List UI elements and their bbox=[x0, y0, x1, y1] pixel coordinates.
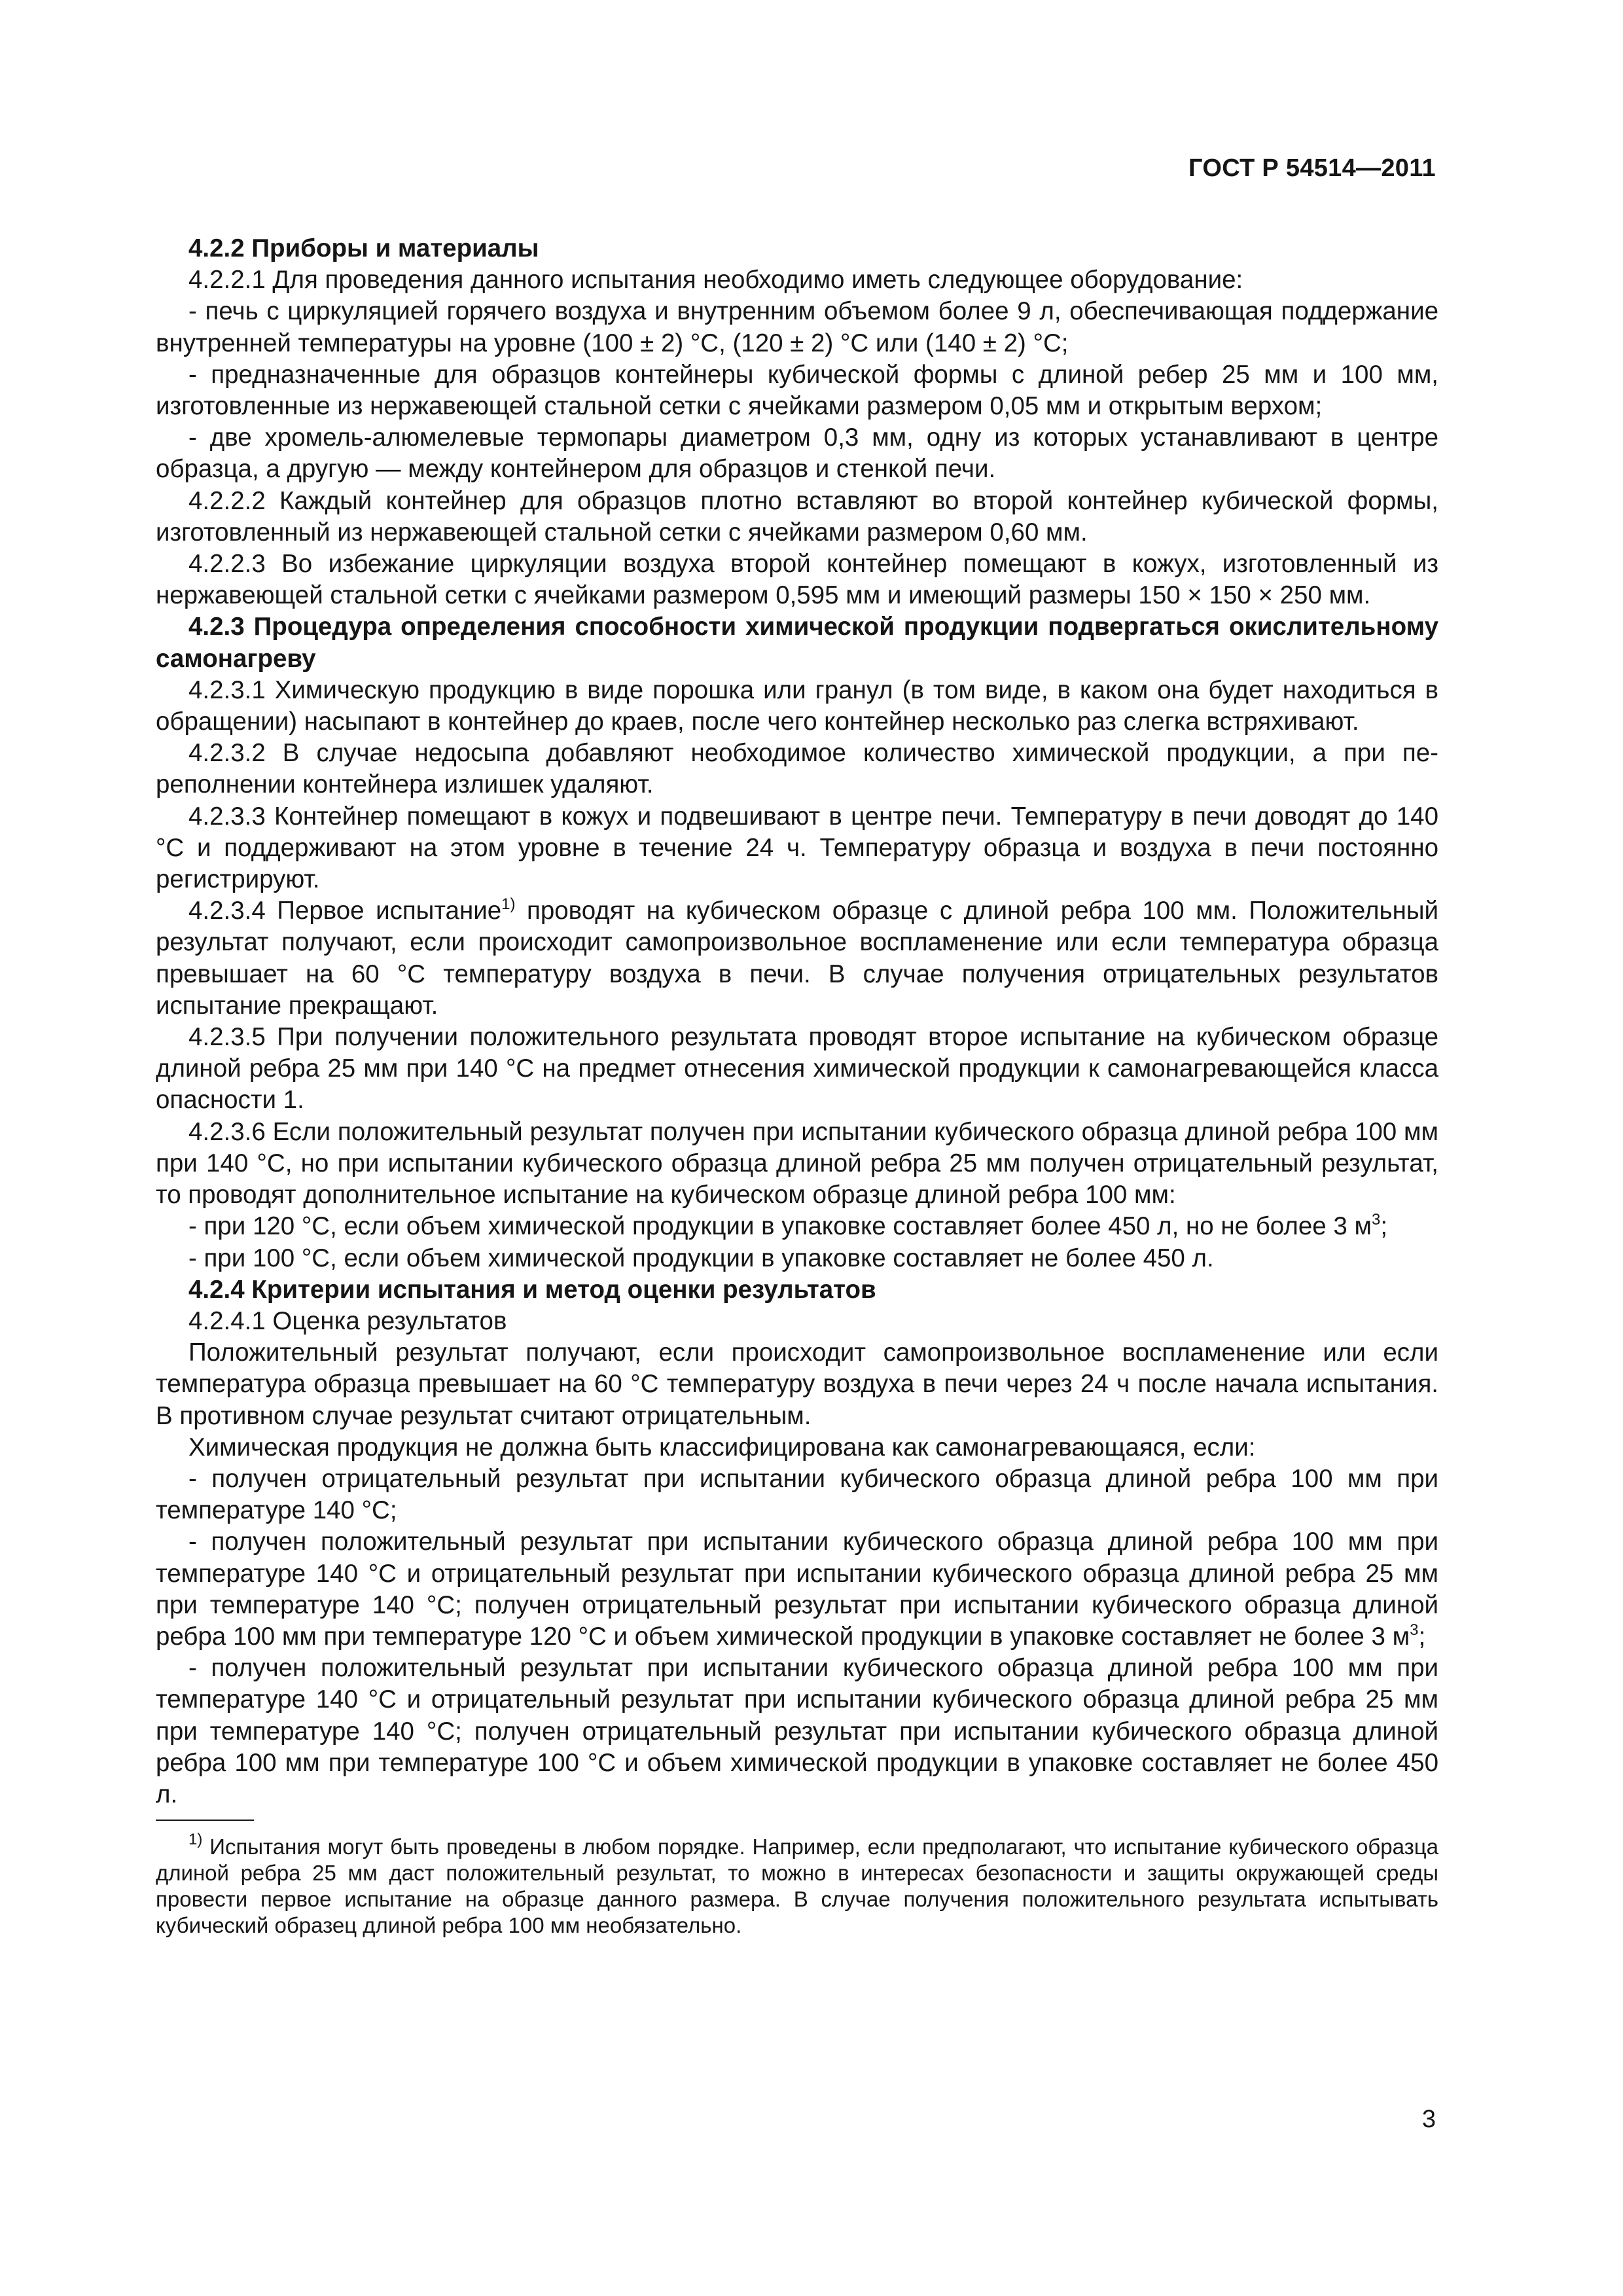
footnote-body: Испытания могут быть проведены в любом порядке. Например, если предполагают, что испытание кубического образца длиной ребра 25 мм даст положительный результат, то можно в интересах безопасности и защиты окружающей среды провести первое испытание на образце данного размера. В случае получения положительного результата испытывать кубический образец длиной ребра 100 мм необязательно. bbox=[156, 1835, 1439, 1937]
footnote-ref[interactable]: 1) bbox=[501, 895, 516, 914]
section-heading: 4.2.3 Процедура определения способности химической продукции подвергаться окислительному самонагреву bbox=[156, 613, 1438, 673]
document-id: ГОСТ Р 54514—2011 bbox=[1188, 154, 1436, 182]
superscript: 3 bbox=[1371, 1211, 1381, 1229]
paragraph: 4.2.3.2 В случае недосыпа добавляют необходимое количество химической продукции, а при переполнении контейнера излишек удаляют. bbox=[156, 739, 1438, 799]
page-number: 3 bbox=[1421, 2106, 1436, 2133]
list-item-text: - при 120 °С, если объем химической продукции в упаковке составляет более 450 л, но не более 3 м bbox=[188, 1212, 1372, 1241]
paragraph: 4.2.3.6 Если положительный результат получен при испытании кубического образца длиной ребра 100 мм при 140 °С, но при испытании кубического образца длиной ребра 25 мм получен отрицательный результат, то проводят дополнительное испытание на кубическом образце длиной ребра 100 мм: bbox=[156, 1117, 1438, 1210]
footnote-text bbox=[156, 1831, 1439, 1939]
paragraph bbox=[156, 895, 1438, 1022]
list-item: - печь с циркуляцией горячего воздуха и внутренним объемом более 9 л, обеспечивающая поддержание внутренней температуры на уровне (100 ± 2) °С, (120 ± 2) °С или (140 ± 2) °С; bbox=[156, 297, 1438, 357]
superscript: 3 bbox=[1410, 1621, 1419, 1639]
list-item: - при 100 °С, если объем химической продукции в упаковке составляет не более 450 л. bbox=[188, 1244, 1214, 1272]
footnote-marker: 1) bbox=[188, 1831, 203, 1848]
list-item: - получен отрицательный результат при испытании кубического образца длиной ребра 100 мм при температуре 140 °С; bbox=[156, 1464, 1438, 1525]
list-item-end: ; bbox=[1380, 1212, 1388, 1241]
paragraph-lead: 4.2.3.4 Первое испытание bbox=[188, 897, 502, 925]
list-item: - предназначенные для образцов контейнеры кубической формы с длиной ребер 25 мм и 100 мм, изготовленные из нержавеющей стальной сетки с ячейками размером 0,05 мм и открытым верхом; bbox=[156, 360, 1438, 421]
section-heading: 4.2.4 Критерии испытания и метод оценки результатов bbox=[188, 1275, 876, 1304]
paragraph: Химическая продукция не должна быть классифицирована как самонагревающаяся, если: bbox=[188, 1433, 1256, 1462]
list-item bbox=[156, 1211, 1438, 1242]
footnote bbox=[156, 1831, 1439, 1939]
list-item bbox=[156, 1526, 1438, 1653]
paragraph: 4.2.2.2 Каждый контейнер для образцов плотно вставляют во второй контейнер кубической формы, изготовленный из нержавеющей стальной сетки с ячейками размером 0,60 мм. bbox=[156, 486, 1438, 547]
list-item: - получен положительный результат при испытании кубического образца длиной ребра 100 мм при температуре 140 °С и отрицательный результат при испытании кубического образца длиной ребра 25 мм при температуре 140 °С; получен отрицательный результат при испытании кубического образца длиной ребра 100 мм при температуре 100 °С и объем химической продукции в упаковке составляет не более 450 л. bbox=[156, 1654, 1438, 1808]
main-text bbox=[156, 233, 1438, 1810]
paragraph: 4.2.4.1 Оценка результатов bbox=[188, 1306, 507, 1335]
paragraph: 4.2.2.1 Для проведения данного испытания необходимо иметь следующее оборудование: bbox=[188, 266, 1243, 295]
paragraph: 4.2.3.3 Контейнер помещают в кожух и подвешивают в центре печи. Температуру в печи доводят до 140 °С и поддерживают на этом уровне в течение 24 ч. Температуру образца и воздуха в печи постоянно регистрируют. bbox=[156, 802, 1438, 894]
list-item-text: - получен положительный результат при испытании кубического образца длиной ребра 100 мм при температуре 140 °С и отрицательный результат при испытании кубического образца длиной ребра 25 мм при температуре 140 °С; получен отрицательный результат при испытании кубического образца длиной ребра 100 мм при температуре 120 °С и объем химической продукции в упаковке составляет не более 3 м bbox=[156, 1528, 1438, 1651]
section-heading: 4.2.2 Приборы и материалы bbox=[188, 234, 539, 262]
paragraph: Положительный результат получают, если происходит самопроизвольное воспламенение или если температура образца превышает на 60 °С температуру воздуха в печи через 24 ч после начала испытания. В противном случае результат считают отрицательным. bbox=[156, 1338, 1438, 1430]
list-item: - две хромель-алюмелевые термопары диаметром 0,3 мм, одну из которых устанавливают в центре образца, а другую — между контейнером для образцов и стенкой печи. bbox=[156, 423, 1438, 484]
paragraph: 4.2.3.1 Химическую продукцию в виде порошка или гранул (в том виде, в каком она будет находиться в обращении) насыпают в контейнер до краев, после чего контейнер несколько раз слегка встряхивают. bbox=[156, 675, 1438, 736]
footnote-separator bbox=[156, 1820, 254, 1821]
list-item-end: ; bbox=[1418, 1622, 1426, 1651]
paragraph-rest: проводят на кубическом образце с длиной ребра 100 мм. Положительный результат получают, если происходит самопроизвольное воспламенение или если температура образца превышает на 60 °С температуру воздуха в печи. В случае получения отрицательных результатов испытание прекращают. bbox=[156, 897, 1439, 1020]
paragraph: 4.2.2.3 Во избежание циркуляции воздуха второй контейнер помещают в кожух, изготовленный из нержавеющей стальной сетки с ячейками размером 0,595 мм и имеющий размеры 150 × 150 × 250 мм. bbox=[156, 550, 1438, 610]
paragraph: 4.2.3.5 При получении положительного результата проводят второе испытание на кубическом образце длиной ребра 25 мм при 140 °С на предмет отнесения химической продукции к самонагревающейся класса опасности 1. bbox=[156, 1023, 1438, 1115]
